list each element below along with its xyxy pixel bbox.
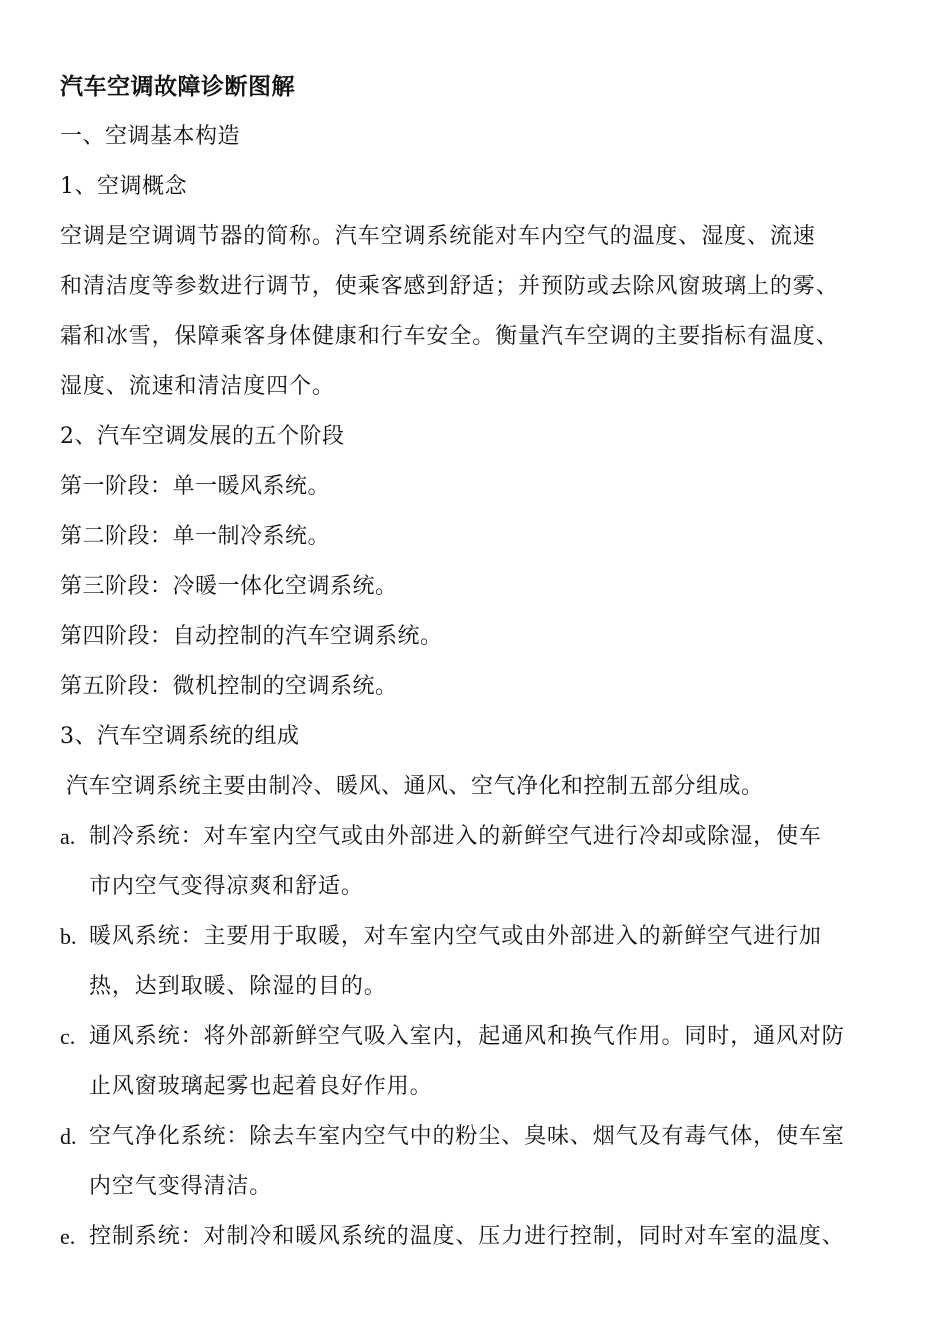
- component-item-heating: [60, 912, 910, 1012]
- list-marker: e.: [60, 1224, 76, 1249]
- list-marker: a.: [60, 824, 76, 849]
- component-text-line: 控制系统：对制冷和暖风系统的温度、压力进行控制，同时对车室的温度、: [89, 1224, 845, 1249]
- list-marker: b.: [60, 924, 77, 949]
- component-item-ventilation: [60, 1012, 910, 1112]
- section-heading-basic-structure: 一、空调基本构造: [60, 124, 241, 149]
- stage-item: 第五阶段：微机控制的空调系统。: [60, 674, 398, 699]
- subheading-system-composition: 3、汽车空调系统的组成: [60, 724, 300, 749]
- component-text-line: 热，达到取暖、除湿的目的。: [89, 974, 387, 999]
- concept-paragraph: [60, 212, 910, 412]
- subheading-ac-concept: 1、空调概念: [60, 174, 187, 199]
- concept-line: 霜和冰雪，保障乘客身体健康和行车安全。衡量汽车空调的主要指标有温度、: [60, 324, 839, 349]
- stage-item: 第一阶段：单一暖风系统。: [60, 474, 331, 499]
- stage-item: 第四阶段：自动控制的汽车空调系统。: [60, 624, 443, 649]
- concept-line: 空调是空调调节器的简称。汽车空调系统能对车内空气的温度、湿度、流速: [60, 224, 816, 249]
- component-text-line: 空气净化系统：除去车室内空气中的粉尘、臭味、烟气及有毒气体，使车室: [89, 1124, 845, 1149]
- component-item-refrigeration: [60, 812, 910, 912]
- list-marker: d.: [60, 1124, 77, 1149]
- stage-item: 第二阶段：单一制冷系统。: [60, 524, 331, 549]
- component-item-control: [60, 1212, 910, 1262]
- component-text-line: 制冷系统：对车室内空气或由外部进入的新鲜空气进行冷却或除湿，使车: [89, 824, 822, 849]
- components-list: [60, 812, 910, 1262]
- component-text-line: 市内空气变得凉爽和舒适。: [89, 874, 364, 899]
- component-text-line: 内空气变得清洁。: [89, 1174, 273, 1199]
- document-page: [60, 62, 910, 1262]
- subheading-five-stages: 2、汽车空调发展的五个阶段: [60, 424, 345, 449]
- component-item-air-purification: [60, 1112, 910, 1212]
- concept-line: 和清洁度等参数进行调节，使乘客感到舒适；并预防或去除风窗玻璃上的雾、: [60, 274, 839, 299]
- composition-intro: 汽车空调系统主要由制冷、暖风、通风、空气净化和控制五部分组成。: [66, 774, 764, 799]
- component-text-line: 通风系统：将外部新鲜空气吸入室内，起通风和换气作用。同时，通风对防: [89, 1024, 845, 1049]
- stages-list: [60, 462, 910, 712]
- component-text-line: 暖风系统：主要用于取暖，对车室内空气或由外部进入的新鲜空气进行加: [89, 924, 822, 949]
- stage-item: 第三阶段：冷暖一体化空调系统。: [60, 574, 398, 599]
- concept-line: 湿度、流速和清洁度四个。: [60, 374, 335, 399]
- document-title: 汽车空调故障诊断图解: [60, 73, 295, 100]
- component-text-line: 止风窗玻璃起雾也起着良好作用。: [89, 1074, 433, 1099]
- list-marker: c.: [60, 1024, 76, 1049]
